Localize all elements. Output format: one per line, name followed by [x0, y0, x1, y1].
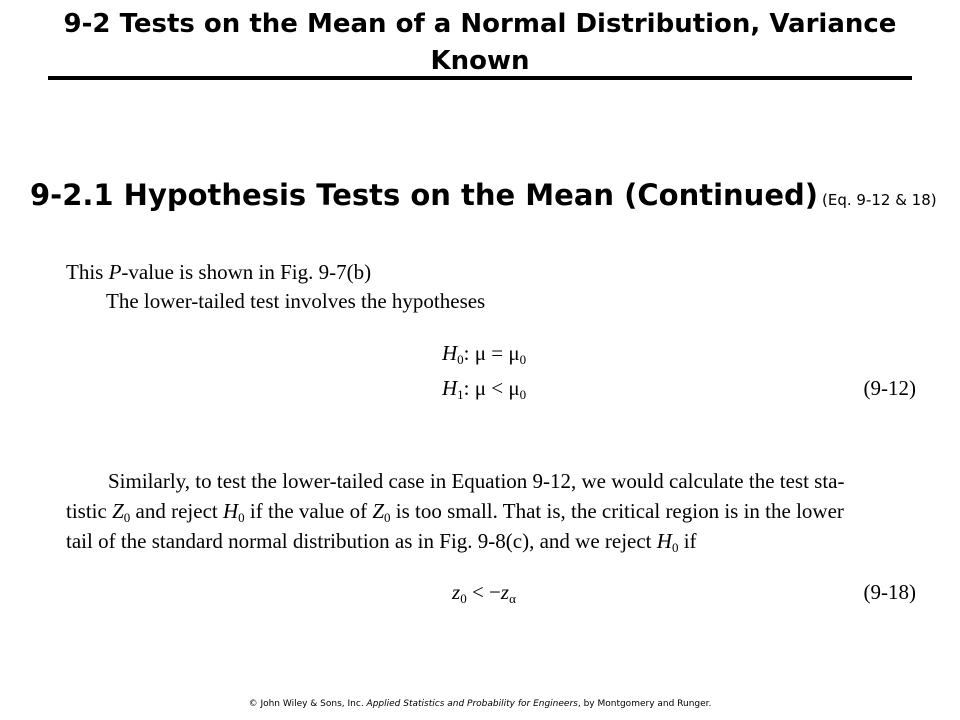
z-variable: Z — [372, 499, 385, 523]
subscript: α — [509, 591, 516, 606]
z-variable: Z — [112, 499, 124, 523]
footer-text: © John Wiley & Sons, Inc. — [248, 699, 367, 709]
subscript: 1 — [457, 387, 464, 402]
null-hypothesis — [442, 341, 526, 366]
body-paragraph — [66, 466, 919, 556]
subscript: 0 — [384, 510, 391, 525]
subscript: 0 — [671, 540, 679, 555]
hypothesis-body: : μ < μ — [463, 376, 520, 400]
paragraph-line-2 — [66, 496, 919, 526]
title-underline — [48, 76, 912, 80]
subscript: 0 — [519, 387, 527, 402]
intro-text: -value is shown in Fig. 9-7(b) — [121, 260, 372, 284]
subscript: 0 — [457, 352, 464, 367]
paragraph-text: tistic — [66, 499, 113, 523]
subscript: 0 — [238, 510, 245, 525]
p-variable: P — [108, 260, 122, 284]
z-variable: z — [452, 580, 461, 604]
intro-line-1 — [66, 258, 371, 287]
h-variable: H — [222, 499, 239, 523]
alternative-hypothesis — [442, 376, 526, 401]
paragraph-text: if the value of — [244, 499, 373, 523]
section-heading — [30, 178, 937, 212]
paragraph-line-3 — [66, 526, 919, 556]
equation-number-9-12: (9-12) — [863, 376, 916, 400]
h-variable: H — [656, 529, 672, 553]
rejection-criterion — [452, 580, 516, 605]
h-variable: H — [442, 376, 458, 400]
hypothesis-body: : μ = μ — [463, 341, 520, 365]
inequality-operator: < − — [466, 580, 501, 604]
subscript: 0 — [123, 510, 131, 525]
subscript: 0 — [460, 591, 467, 606]
paragraph-text: tail of the standard normal distribution as in Fig. 9-8(c), and we reject — [66, 529, 657, 553]
intro-text: This — [66, 260, 109, 284]
book-title: Applied Statistics and Probability for Engineers — [366, 699, 578, 709]
paragraph-text: and reject — [130, 499, 223, 523]
h-variable: H — [442, 341, 458, 365]
paragraph-text: is too small. That is, the critical region is in the lower — [390, 499, 844, 523]
equation-reference: (Eq. 9-12 & 18) — [822, 191, 937, 209]
footer-text: , by Montgomery and Runger. — [577, 699, 712, 709]
slide-title: 9-2 Tests on the Mean of a Normal Distribution, Variance Known — [63, 9, 897, 76]
z-variable: z — [500, 580, 510, 604]
subscript: 0 — [519, 352, 527, 367]
paragraph-text: if — [678, 529, 697, 553]
equation-number-9-18: (9-18) — [863, 580, 916, 604]
copyright-footer — [0, 699, 960, 709]
intro-line-2: The lower-tailed test involves the hypotheses — [106, 289, 486, 313]
paragraph-line-1: Similarly, to test the lower-tailed case in Equation 9-12, we would calculate the test sta- — [108, 469, 845, 493]
section-heading-text: 9-2.1 Hypothesis Tests on the Mean (Continued) — [30, 178, 819, 212]
